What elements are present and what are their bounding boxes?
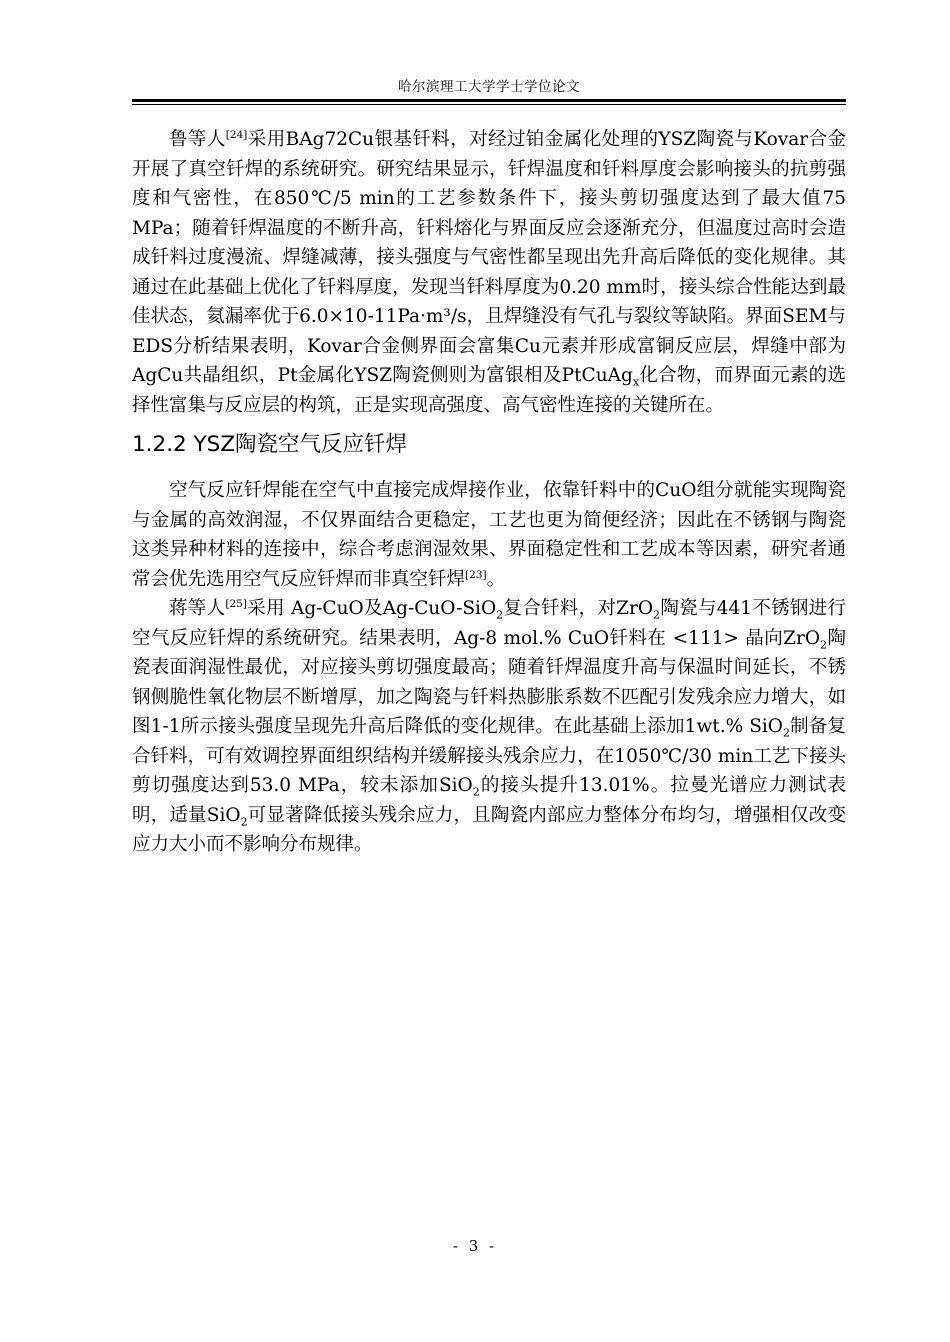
text-run: 的接头提升13.01%。拉曼光谱应力测试表明，适量SiO <box>132 775 847 826</box>
text-run: 制备复合钎料，可有效调控界面组织结构并缓解接头残余应力，在1050℃/30 min工艺下接头剪切强度达到53.0 MPa，较未添加SiO <box>132 716 846 796</box>
subscript: 2 <box>472 785 480 799</box>
paragraph-air-brazing-study <box>132 594 846 860</box>
header-rule-thin <box>132 104 846 105</box>
subscript: 2 <box>496 608 504 622</box>
paragraph-vacuum-brazing <box>132 125 846 420</box>
subscript: 2 <box>820 638 828 652</box>
text-run: 采用 Ag-CuO及Ag-CuO-SiO <box>246 598 497 619</box>
subscript: 2 <box>240 815 248 829</box>
text-run: 复合钎料，对ZrO <box>503 598 654 619</box>
paragraph-air-brazing-intro <box>132 476 846 594</box>
text-run: 可显著降低接头残余应力，且陶瓷内部应力整体分布均匀，增强相仅改变应力大小而不影响分布规律。 <box>132 804 846 855</box>
running-header: 哈尔滨理工大学学士学位论文 <box>398 79 580 95</box>
text-run: 采用BAg72Cu银基钎料，对经过铂金属化处理的YSZ陶瓷与Kovar合金开展了真空钎焊的系统研究。研究结果显示，钎焊温度和钎料厚度会影响接头的抗剪强度和气密性，在850℃/5 min的工艺参数条件下，接头剪切强度达到了最大值75 MPa；随着钎焊温度的不断升高，钎料熔化与界面反应会逐渐充分，但温度过高时会造成钎料过度漫流、焊缝减薄，接头强度与气密性都呈现出先升高后降低的变化规律。其通过在此基础上优化了钎料厚度，发现当钎料厚度为0.20 mm时，接头综合性能达到最佳状态，氦漏率优于6.0×10-11Pa·m³/s，且焊缝没有气孔与裂纹等缺陷。界面SEM与EDS分析结果表明，Kovar合金侧界面会富集Cu元素并形成富铜反应层，焊缝中部为AgCu共晶组织，Pt金属化YSZ陶瓷侧则为富银相及PtCuAg <box>132 129 846 386</box>
section-heading: 1.2.2 YSZ陶瓷空气反应钎焊 <box>132 432 408 457</box>
text-run: 鲁等人 <box>169 129 226 150</box>
text-run: 蒋等人 <box>169 598 226 619</box>
text-run: 陶瓷表面润湿性最优，对应接头剪切强度最高；随着钎焊温度升高与保温时间延长，不锈钢侧脆性氧化物层不断增厚，加之陶瓷与钎料热膨胀系数不匹配引发残余应力增大，如图1-1所示接头强度呈现先升高后降低的变化规律。在此基础上添加1wt.% SiO <box>132 627 846 737</box>
header-rule-thick <box>132 99 846 102</box>
citation-ref: [23] <box>465 568 487 581</box>
text-run: 空气反应钎焊能在空气中直接完成焊接作业，依靠钎料中的CuO组分就能实现陶瓷与金属的高效润湿，不仅界面结合更稳定，工艺也更为简便经济；因此在不锈钢与陶瓷这类异种材料的连接中，综合考虑润湿效果、界面稳定性和工艺成本等因素，研究者通常会优先选用空气反应钎焊而非真空钎焊 <box>132 480 846 590</box>
citation-ref: [24] <box>225 128 248 141</box>
text-run: 陶瓷与441不锈钢进行空气反应钎焊的系统研究。结果表明，Ag-8 mol.% CuO钎料在 <111> 晶向ZrO <box>132 598 846 649</box>
subscript: x <box>632 375 640 389</box>
subscript: 2 <box>653 608 661 622</box>
main-body <box>132 125 846 860</box>
citation-ref: [25] <box>225 597 247 610</box>
text-run: 化合物，而界面元素的选择性富集与反应层的构筑，正是实现高强度、高气密性连接的关键所在。 <box>132 365 846 416</box>
text-run: 。 <box>486 568 506 590</box>
page-number: - 3 - <box>452 1237 498 1255</box>
subscript: 2 <box>782 726 790 740</box>
